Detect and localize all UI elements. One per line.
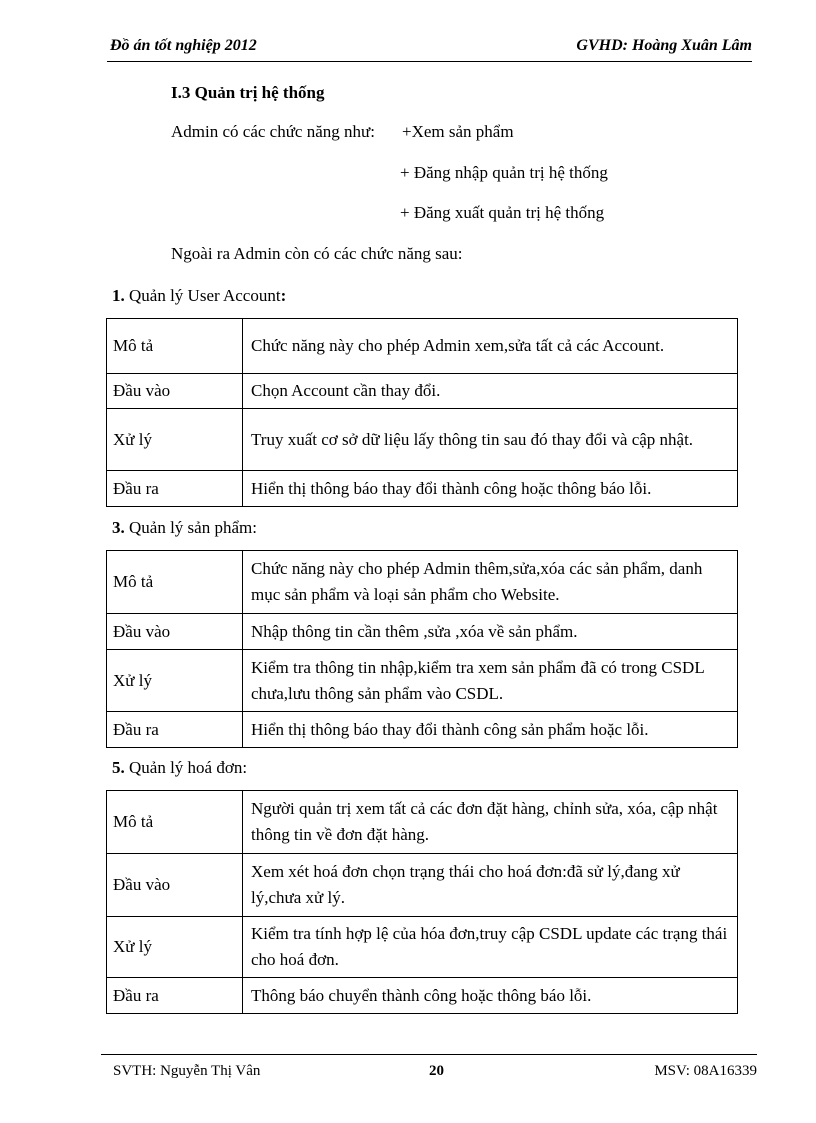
section-heading-text: Quản lý hoá đơn: [129, 758, 248, 777]
row-key: Xử lý [107, 917, 243, 978]
footer-student-id: MSV: 08A16339 [654, 1063, 757, 1079]
table-row [107, 917, 738, 978]
row-key: Đầu ra [107, 712, 243, 748]
page-number: 20 [429, 1063, 444, 1079]
table-row [107, 712, 738, 748]
row-value: Người quản trị xem tất cả các đơn đặt hàng, chỉnh sửa, xóa, cập nhật thông tin về đơn đặt hàng. [243, 791, 738, 854]
table-row [107, 614, 738, 650]
page-header [107, 37, 752, 62]
row-value: Xem xét hoá đơn chọn trạng thái cho hoá đơn:đã sử lý,đang xử lý,chưa xử lý. [243, 854, 738, 917]
table-row [107, 374, 738, 409]
row-key: Xử lý [107, 409, 243, 471]
section-heading-colon: : [280, 286, 287, 305]
row-value: Chức năng này cho phép Admin thêm,sửa,xóa các sản phẩm, danh mục sản phẩm và loại sản phẩm cho Website. [243, 551, 738, 614]
table-row [107, 650, 738, 712]
section-heading [112, 758, 247, 778]
row-value: Nhập thông tin cần thêm ,sửa ,xóa về sản phẩm. [243, 614, 738, 650]
row-key: Đầu vào [107, 614, 243, 650]
function-table [106, 790, 738, 1014]
section-number: 3. [112, 518, 125, 537]
row-key: Xử lý [107, 650, 243, 712]
intro-item: + Đăng xuất quản trị hệ thống [400, 203, 605, 222]
row-value: Hiển thị thông báo thay đổi thành công sản phẩm hoặc lỗi. [243, 712, 738, 748]
row-key: Đầu vào [107, 374, 243, 409]
intro-item: +Xem sản phẩm [402, 122, 514, 141]
table-row [107, 791, 738, 854]
table-row [107, 319, 738, 374]
row-value: Hiển thị thông báo thay đổi thành công hoặc thông báo lỗi. [243, 471, 738, 507]
section-heading [112, 286, 286, 306]
intro-label: Admin có các chức năng như: [171, 122, 375, 141]
section-heading-text: Quản lý sản phẩm: [129, 518, 257, 537]
row-key: Đầu ra [107, 471, 243, 507]
header-right: GVHD: Hoàng Xuân Lâm [576, 37, 752, 54]
section-heading-text: Quản lý User Account [129, 286, 281, 305]
row-key: Mô tả [107, 319, 243, 374]
row-value: Kiểm tra thông tin nhập,kiểm tra xem sản phẩm đã có trong CSDL chưa,lưu thông sản phẩm vào CSDL. [243, 650, 738, 712]
header-left: Đồ án tốt nghiệp 2012 [110, 37, 257, 54]
function-table [106, 550, 738, 748]
section-title: I.3 Quản trị hệ thống [171, 83, 325, 102]
extra-line: Ngoài ra Admin còn có các chức năng sau: [171, 244, 463, 263]
row-value: Chức năng này cho phép Admin xem,sửa tất cả các Account. [243, 319, 738, 374]
row-key: Đầu ra [107, 978, 243, 1014]
row-key: Mô tả [107, 551, 243, 614]
function-table [106, 318, 738, 507]
row-value: Chọn Account cần thay đổi. [243, 374, 738, 409]
row-value: Truy xuất cơ sở dữ liệu lấy thông tin sau đó thay đổi và cập nhật. [243, 409, 738, 471]
page-footer [101, 1054, 757, 1085]
section-number: 1. [112, 286, 125, 305]
row-key: Đầu vào [107, 854, 243, 917]
row-value: Kiểm tra tính hợp lệ của hóa đơn,truy cập CSDL update các trạng thái cho hoá đơn. [243, 917, 738, 978]
table-row [107, 471, 738, 507]
row-value: Thông báo chuyển thành công hoặc thông báo lỗi. [243, 978, 738, 1014]
section-heading [112, 518, 257, 538]
row-key: Mô tả [107, 791, 243, 854]
table-row [107, 409, 738, 471]
section-number: 5. [112, 758, 125, 777]
table-row [107, 854, 738, 917]
table-row [107, 978, 738, 1014]
table-row [107, 551, 738, 614]
footer-student: SVTH: Nguyễn Thị Vân [113, 1063, 261, 1079]
intro-item: + Đăng nhập quản trị hệ thống [400, 163, 608, 182]
